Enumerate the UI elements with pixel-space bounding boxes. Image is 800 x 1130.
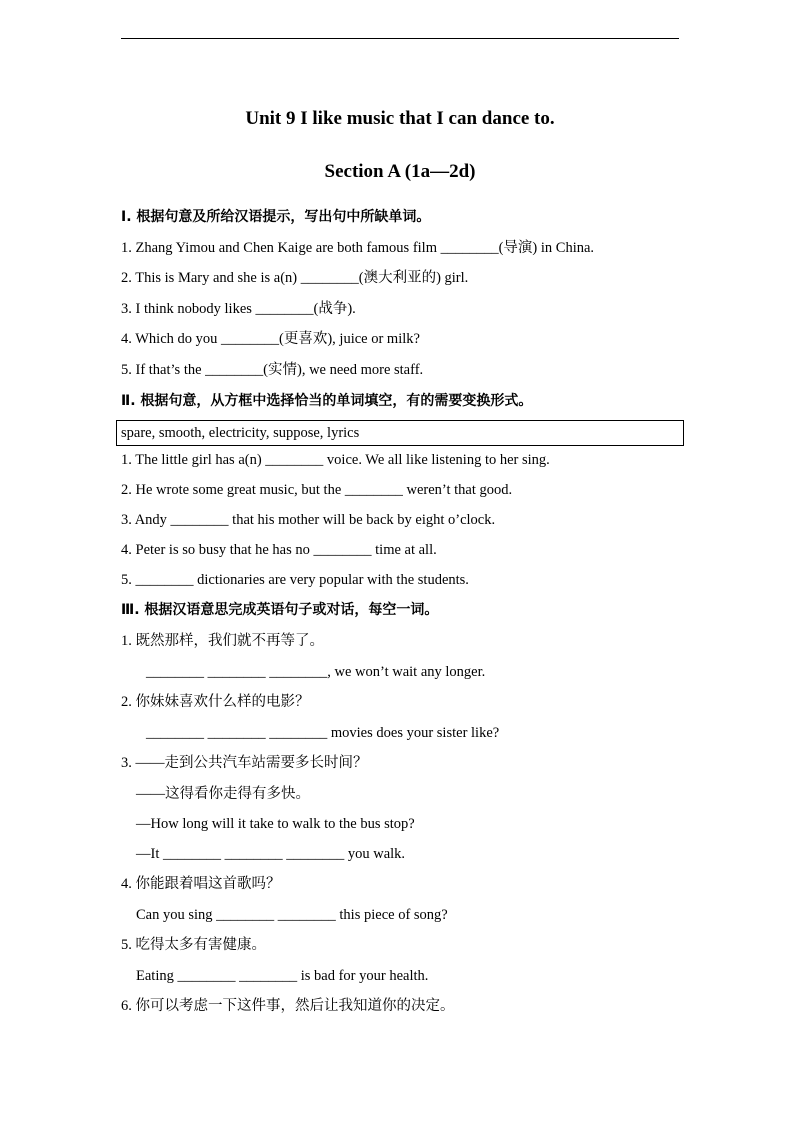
part3-q5-prompt: 5. 吃得太多有害健康。 bbox=[121, 937, 266, 953]
part3-q3-answer2: —It ________ ________ ________ you walk. bbox=[136, 846, 406, 862]
part3-heading: Ⅲ. 根据汉语意思完成英语句子或对话，每空一词。 bbox=[121, 602, 439, 618]
part1-item-1: 1. Zhang Yimou and Chen Kaige are both famous film ________(导演) in China. bbox=[121, 240, 595, 256]
part3-q2-answer: ________ ________ ________ movies does your sister like? bbox=[146, 725, 500, 741]
part3-q1-answer: ________ ________ ________, we won’t wait any longer. bbox=[146, 664, 486, 680]
part1-item-5: 5. If that’s the ________(实情), we need more staff. bbox=[121, 362, 424, 378]
part3-q3-prompt: 3. ——走到公共汽车站需要多长时间？ bbox=[121, 755, 368, 771]
part2-item-2: 2. He wrote some great music, but the ________ weren’t that good. bbox=[121, 482, 513, 498]
part1-item-4: 4. Which do you ________(更喜欢), juice or milk? bbox=[121, 331, 420, 347]
part2-heading: Ⅱ. 根据句意，从方框中选择恰当的单词填空，有的需要变换形式。 bbox=[121, 393, 533, 409]
part3-q6-prompt: 6. 你可以考虑一下这件事，然后让我知道你的决定。 bbox=[121, 998, 455, 1014]
part2-item-5: 5. ________ dictionaries are very popular with the students. bbox=[121, 572, 469, 588]
part1-item-3: 3. I think nobody likes ________(战争). bbox=[121, 301, 356, 317]
part3-q3-prompt-line2: ——这得看你走得有多快。 bbox=[136, 786, 310, 802]
part2-item-4: 4. Peter is so busy that he has no ________ time at all. bbox=[121, 542, 437, 558]
part3-q2-prompt: 2. 你妹妹喜欢什么样的电影？ bbox=[121, 694, 310, 710]
part3-q3-answer1: —How long will it take to walk to the bus stop? bbox=[136, 816, 415, 832]
word-box-words: spare, smooth, electricity, suppose, lyrics bbox=[121, 425, 360, 441]
part1-item-2: 2. This is Mary and she is a(n) ________(澳大利亚的) girl. bbox=[121, 270, 469, 286]
part3-q5-answer: Eating ________ ________ is bad for your health. bbox=[136, 968, 429, 984]
part1-heading: Ⅰ. 根据句意及所给汉语提示，写出句中所缺单词。 bbox=[121, 209, 431, 225]
page-title: Unit 9 I like music that I can dance to. bbox=[245, 108, 555, 129]
part2-item-1: 1. The little girl has a(n) ________ voice. We all like listening to her sing. bbox=[121, 452, 550, 468]
part3-q4-answer: Can you sing ________ ________ this piece of song? bbox=[136, 907, 448, 923]
header-rule bbox=[121, 38, 679, 39]
part3-q1-prompt: 1. 既然那样，我们就不再等了。 bbox=[121, 633, 324, 649]
part2-item-3: 3. Andy ________ that his mother will be back by eight o’clock. bbox=[121, 512, 496, 528]
section-title: Section A (1a—2d) bbox=[324, 161, 476, 182]
word-box bbox=[116, 420, 684, 446]
part3-q4-prompt: 4. 你能跟着唱这首歌吗？ bbox=[121, 876, 281, 892]
